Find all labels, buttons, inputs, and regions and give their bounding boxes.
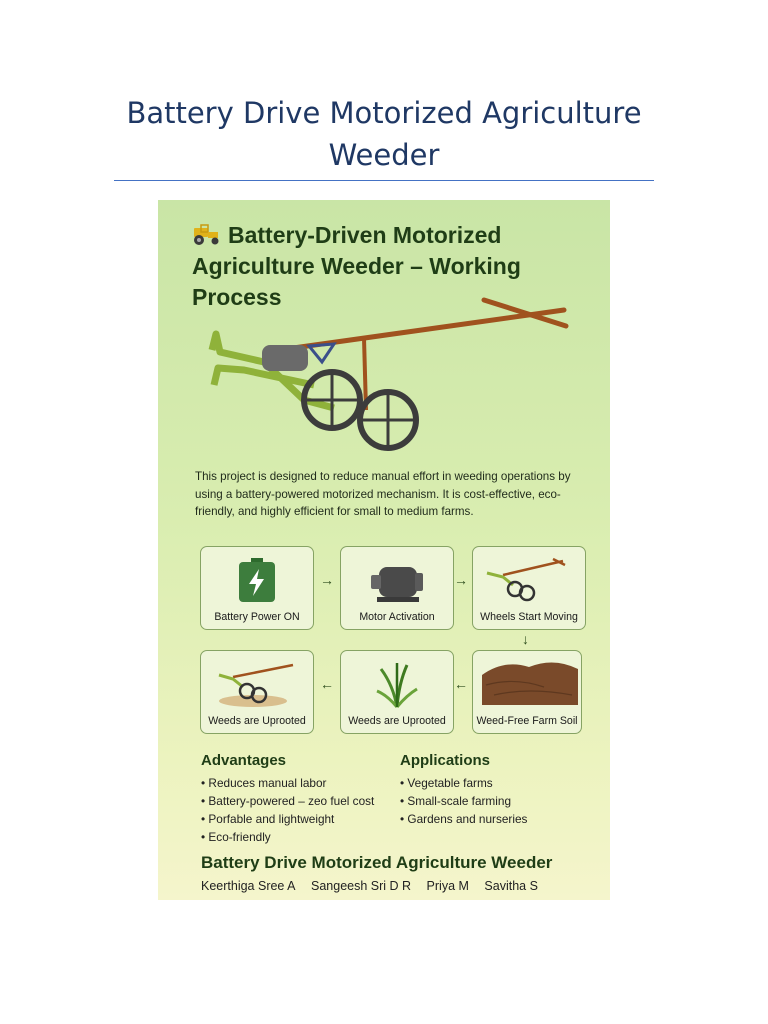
list-item: • Porfable and lightweight — [201, 810, 374, 828]
flow-arrow: ↓ — [522, 631, 529, 647]
tractor-icon — [192, 224, 222, 246]
step-label: Weed-Free Farm Soil — [476, 715, 578, 727]
applications-heading: Applications — [400, 752, 491, 769]
weed-icon — [341, 655, 453, 709]
weeder-illustration — [204, 290, 574, 470]
document-title: Battery Drive Motorized Agriculture Weeder — [126, 96, 642, 172]
battery-icon — [201, 551, 313, 605]
step-label: Motor Activation — [359, 611, 435, 623]
list-item: • Reduces manual labor — [201, 774, 374, 792]
list-item: • Gardens and nurseries — [400, 810, 527, 828]
poster-image — [158, 200, 610, 900]
weeder-icon — [473, 551, 585, 605]
list-item: • Battery-powered – zeo fuel cost — [201, 792, 374, 810]
author-name: Priya M — [426, 879, 469, 893]
flow-arrow: ← — [454, 676, 468, 692]
motor-icon — [341, 551, 453, 605]
title-divider — [114, 180, 654, 181]
step-card-uprooted — [200, 650, 314, 734]
intro-paragraph: This project is designed to reduce manual effort in weeding operations by using a battery-powered motorized mechanism. It is cost-effective, eco-friendly, and highly efficient for small to medium farms. — [195, 470, 571, 518]
step-card-motor — [340, 546, 454, 630]
list-item: • Small-scale farming — [400, 792, 527, 810]
list-item: • Eco-friendly — [201, 828, 374, 846]
step-card-weeds — [340, 650, 454, 734]
poster-title-text: Battery-Driven Motorized Agriculture Weeder – Working Process — [192, 222, 521, 310]
step-label: Battery Power ON — [214, 611, 300, 623]
poster-footer-title: Battery Drive Motorized Agriculture Weeder — [201, 853, 553, 872]
step-card-soil — [472, 650, 582, 734]
soil-icon — [473, 655, 585, 709]
authors-line — [201, 879, 550, 893]
author-name: Savitha S — [484, 879, 538, 893]
flow-arrow: → — [454, 572, 468, 588]
advantages-list — [201, 774, 374, 846]
flow-arrow: → — [320, 572, 334, 588]
step-label: Wheels Start Moving — [480, 611, 578, 623]
applications-list — [400, 774, 527, 828]
author-name: Keerthiga Sree A — [201, 879, 296, 893]
flow-arrow: ← — [320, 676, 334, 692]
step-card-battery — [200, 546, 314, 630]
author-name: Sangeesh Sri D R — [311, 879, 412, 893]
weeder-soil-icon — [201, 655, 313, 709]
list-item: • Vegetable farms — [400, 774, 527, 792]
step-label: Weeds are Uprooted — [208, 715, 306, 727]
step-card-wheels — [472, 546, 586, 630]
step-label: Weeds are Uprooted — [348, 715, 446, 727]
advantages-heading: Advantages — [201, 752, 287, 769]
